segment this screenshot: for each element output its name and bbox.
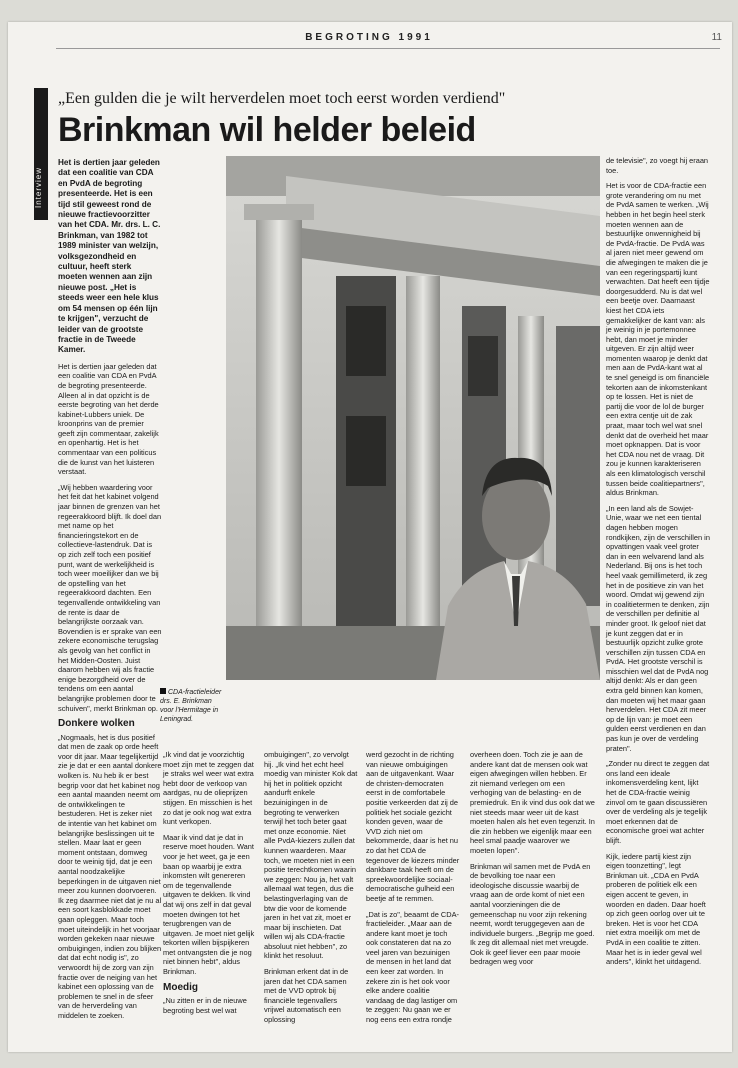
body-paragraph: de televisie", zo voegt hij eraan toe. <box>606 156 709 175</box>
body-paragraph: „Dat is zo", beaamt de CDA-fractieleider. „Maar aan de andere kant moet je toch ook constateren dat na zo veel jaren van bezuinigen de mensen in het land dat een keer zat worden. In zekere zin is het ook voor elke andere coalitie vandaag de dag lastiger om te zeggen: Nu gaan we er nog eens een extra rondje <box>366 909 459 1025</box>
headline: Brinkman wil helder beleid <box>58 111 476 149</box>
body-paragraph: Kijk, iedere partij kiest zijn eigen toonzetting", legt Brinkman uit. „CDA en PvdA proberen de politiek elk een eigen accent te geven, in woorden en daden. Daar hoeft op zich geen oorlog over uit te breken. Het is voor het CDA niet extra moeilijk om met de PvdA in een coalitie te zitten. Maar het is in ieder geval wel anders", klinkt het uitdagend. <box>606 851 706 967</box>
body-paragraph: overheen doen. Toch zie je aan de andere kant dat de mensen ook wat eigen afwegingen willen hebben. Er zit niemand verlegen om een verhoging van de belasting- en de premiedruk. En ik vind dus ook dat we niet steeds maar weer uit de kast moeten halen als het even tegenzit. In die zin hebben we eigenlijk maar een heel smal paadje waarover we moeten lopen". <box>470 750 595 855</box>
column-2 <box>163 750 257 1020</box>
body-paragraph: „Nu zitten er in de nieuwe begroting best wel wat <box>163 996 247 1015</box>
body-paragraph: „Nogmaals, het is dus positief dat men de zaak op orde heeft voor dit jaar. Maar tegelijkertijd zie je dat er een aantal donkere wolken is. Nu heb ik er best begrip voor dat het kabinet nog een aantal maanden neemt om de ontwikkelingen te bestuderen. Het is zeker niet de intentie van het kabinet om belangrijke beslissingen uit te stellen. Maar laat er geen moment ontstaan, domweg door te weinig tijd, dat je een aantal noodzakelijke beperkingen in de uitgaven niet meer zou kunnen doorvoeren. Ik zeg daarmee niet dat je nu al een soort kasblokkade moet gaan opleggen. Maar toch moet uiteindelijk in het voorjaar worden gekeken naar nieuwe ombuigingen, indien zou blijken dat dat echt nodig is", zo verwoordt hij de zorg van zijn fractie over de neiging van het kabinet een oplossing van de problemen te snel in de sfeer van de herverdeling van middelen te zoeken. <box>58 732 162 1020</box>
column-3 <box>264 750 358 1025</box>
column-6 <box>606 156 710 1018</box>
header-rule <box>56 48 720 49</box>
running-header: BEGROTING 1991 <box>305 32 433 43</box>
portrait-photo <box>226 156 600 680</box>
body-paragraph: ombuigingen", zo vervolgt hij. „Ik vind het echt heel moedig van minister Kok dat hij het in politiek opzicht aandurft enkele bezuinigingen in de begroting te verwerken terwijl het toch beter gaat met onze economie. Niet alle PvdA-kiezers zullen dat kunnen waarderen. Maar toch, we moeten niet in een positie terechtkomen waarin we zeggen: Nou ja, het valt allemaal wat tegen, dus die belastingverlaging van de btw die voor de komende jaren in het vat zit, moet er maar bij inschieten. Dat willen wij als CDA-fractie absoluut niet hebben", zo klinkt het resoluut. <box>264 750 358 961</box>
body-paragraph: „Ik vind dat je voorzichtig moet zijn met te zeggen dat je straks wel weer wat extra hebt door de verkoop van aardgas, nu de olieprijzen stijgen. En misschien is het zo dat je ook nog wat extra kunt verkopen. <box>163 750 254 827</box>
body-paragraph: Maar ik vind dat je dat in reserve moet houden. Want voor je het weet, ga je een baan op waarbij je extra inkomsten wilt genereren om de tegenvallende uitgaven te dekken. Ik vind dat wij ons zelf in dat geval moeten dwingen tot het terugbrengen van de uitgaven. Je moet niet gelijk tekorten willen bijspijkeren met ontvangsten die je nog niet binnen hebt", aldus Brinkman. <box>163 832 255 977</box>
caption-square-icon <box>160 688 166 694</box>
body-paragraph: Brinkman erkent dat in de jaren dat het CDA samen met de VVD optrok bij financiële tegenvallers vrijwel automatisch een oplossing <box>264 967 349 1025</box>
photo-image <box>226 156 600 680</box>
body-paragraph: „In een land als de Sowjet-Unie, waar we net een tiental dagen hebben mogen rondkijken, zijn de verschillen in opvattingen vaak veel groter dan in een welvarend land als Nederland. Bij ons is het toch heel vaak gemillimeterd, ik zeg het in de positieve zin van het woord. Omdat wij gewend zijn in coalitietermen te denken, zijn de verschillen per definitie al minder groot. Ik geloof niet dat je kunt zeggen dat er in bestuurlijk opzicht zulke grote verschillen zijn tussen CDA en PvdA. Het grootste verschil is misschien wel dat de PvdA nog altijd denkt: Als er dan geen extra geld binnen kan komen, dan moeten wij het maar gaan herverdelen. Het CDA zit meer op de lijn van: je moet een gulden eerst verdienen en dan pas kun je over de verdeling praten". <box>606 503 710 753</box>
column-1 <box>58 158 162 1020</box>
body-paragraph: Het is voor de CDA-fractie een grote verandering om nu met de PvdA samen te werken. „Wij hebben in het begin heel sterk moeten wennen aan de bestuurlijke onwennigheid bij de PvdA-fractie. De PvdA was al jaren niet meer gewend om die afwegingen te maken die je van een regeringspartij kunt verwachten. Dat heeft een tijdje doorgesudderd. Nu is dat wel een beetje over. Daarnaast kiest het CDA iets gemakkelijker de kant van: als je weinig in je portemonnee hebt, dan moet je minder uitgeven. Er zijn altijd weer momenten waarop je denkt dat men aan de PvdA-kant wat al te snel geneigd is om financiële tekorten aan de inkomstenkant op te lossen. Het is niet de partij die voor de lol de burger een extra centje uit de zak praat, maar toch wel wat snel denkt dat de overheid het maar moet opknappen. Dat is voor het CDA nou net de vraag. Dit zou je kunnen karakteriseren als een klimatologisch verschil tussen beide coalitiepartners", aldus Brinkman. <box>606 181 710 498</box>
caption-text: CDA-fractieleider drs. E. Brinkman voor l'Hermitage in Leningrad. <box>160 689 222 723</box>
body-paragraph: Brinkman wil samen met de PvdA en de bevolking toe naar een ideologische discussie waarbij de vraag aan de orde komt of niet een aantal voorzieningen die de gemeenschap nu voor zijn rekening neemt, wordt teruggegeven aan de individuele burgers. „Begrijp me goed. Ik zeg dit allemaal niet met vreugde. Ook ik geef liever een paar mooie bedragen weg voor <box>470 861 595 967</box>
body-paragraph: werd gezocht in de richting van nieuwe ombuigingen aan de uitgavenkant. Waar de christen-democraten eerst in de comfortabele positie verkeerden dat zij de politiek het sociale gezicht konden geven, waar de VVD zich niet om bekommerde, daar is het nu zo dat het CDA de tegenover de kiezers minder dankbare taak heeft om de spreekwoordelijke sociaal-democratische gulheid een beetje af te remmen. <box>366 750 460 903</box>
photo-caption <box>160 688 222 724</box>
column-4 <box>366 750 460 1025</box>
body-paragraph: Het is dertien jaar geleden dat een coalitie van CDA en PvdA de begroting presenteerde. Alleen al in dat opzicht is de eerste begroting van het derde kabinet-Lubbers uniek. De kroonprins van de premier geeft zijn commentaar, zakelijk en openhartig. Het is het commentaar van een politicus die de kunst van het luisteren verstaat. <box>58 361 159 477</box>
page-number: 11 <box>711 32 722 43</box>
body-paragraph: „Zonder nu direct te zeggen dat ons land een ideale inkomensverdeling kent, lijkt het de CDA-fractie weinig zinvol om te gaan discussiëren over de verdeling als je tegelijk moet erkennen dat de economische groei wat achter blijft. <box>606 759 710 845</box>
column-5 <box>470 750 596 1020</box>
subheading: Moedig <box>163 981 198 993</box>
section-label: Interview <box>34 166 43 208</box>
body-paragraph: „Wij hebben waardering voor het feit dat het kabinet volgend jaar binnen de grenzen van het regeerakkoord blijft. Ik doel dan met name op het financieringstekort en de collectieve-lastendruk. Dat is op zich zelf toch een positief punt, want de werkelijkheid is toch weer moeilijker dan we bij de opstelling van het regeerakkoord dachten. Een tegenvallende ontwikkeling van de rente is daar de belangrijkste oorzaak van. Bovendien is er sprake van een zekere economische terugslag als gevolg van het conflict in het Midden-Oosten. Juist daarom hebben wij als fractie enige bezorgdheid over de tendens om een aantal belangrijke problemen door te schuiven", merkt Brinkman op. <box>58 482 162 713</box>
lead-paragraph: Het is dertien jaar geleden dat een coalitie van CDA en PvdA de begroting presenteerde. Het is een tijd stil geweest rond de nieuwe fractievoorzitter van het CDA. Mr. drs. L. C. Brinkman, van 1982 tot 1989 minister van welzijn, volksgezondheid en cultuur, heeft sterk moeten wennen aan zijn nieuwe post. „Het is steeds weer een hele klus om 54 mensen op één lijn te krijgen", verzucht de leider van de grootste fractie in de Tweede Kamer. <box>58 158 161 355</box>
subheading: Donkere wolken <box>58 718 135 730</box>
pull-quote: „Een gulden die je wilt herverdelen moet toch eerst worden verdiend" <box>58 90 506 107</box>
